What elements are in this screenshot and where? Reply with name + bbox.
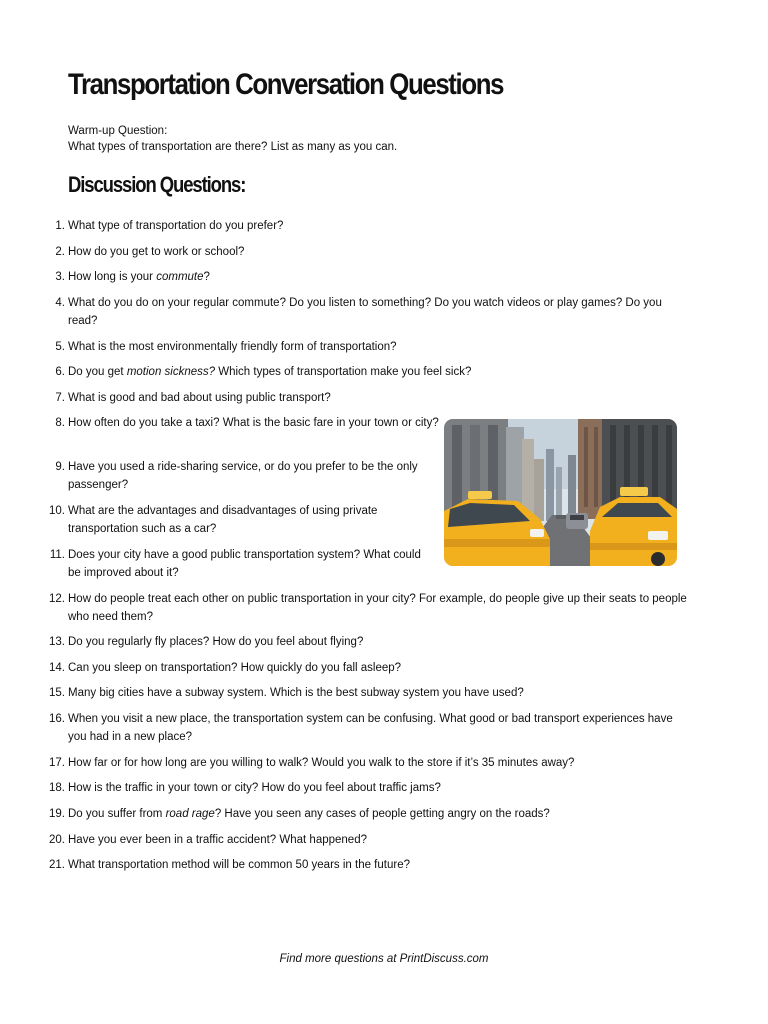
question-number: 5. (55, 341, 65, 353)
warmup-question: What types of transportation are there? List as many as you can. (68, 141, 398, 153)
question-text: Do you regularly fly places? How do you feel about flying? (68, 636, 364, 648)
question-number: 14. (49, 662, 65, 674)
question-text: Do you get motion sickness? Which types of transportation make you feel sick? (68, 366, 472, 378)
question-number: 10. (49, 505, 65, 517)
footer-text: Find more questions at PrintDiscuss.com (279, 953, 489, 965)
warmup-section (68, 123, 397, 155)
question-item (44, 805, 690, 823)
question-text: Does your city have a good public transportation system? What could be improved about it? (68, 549, 421, 579)
question-item (44, 590, 690, 626)
question-item (44, 389, 690, 407)
question-text: What transportation method will be common 50 years in the future? (68, 859, 410, 871)
question-item (44, 684, 690, 702)
question-item (44, 754, 690, 772)
question-number: 20. (49, 834, 65, 846)
taxi-street-image (444, 419, 677, 566)
question-text: Can you sleep on transportation? How quickly do you fall asleep? (68, 662, 402, 674)
question-number: 1. (55, 220, 65, 232)
question-number: 11. (49, 549, 65, 561)
question-text: What is the most environmentally friendly form of transportation? (68, 341, 397, 353)
question-text: How is the traffic in your town or city? How do you feel about traffic jams? (68, 782, 441, 794)
question-number: 21. (49, 859, 65, 871)
question-text: How do you get to work or school? (68, 246, 245, 258)
question-text: When you visit a new place, the transportation system can be confusing. What good or bad transport experiences have you had in a new place? (68, 713, 673, 743)
question-number: 4. (55, 297, 65, 309)
question-text: How long is your commute? (68, 271, 210, 283)
question-item (44, 831, 690, 849)
question-item (44, 294, 690, 330)
question-emphasis: motion sickness? (126, 366, 216, 378)
question-number: 16. (49, 713, 65, 725)
question-item (44, 546, 424, 582)
question-item (44, 502, 424, 538)
question-text: Have you ever been in a traffic accident? What happened? (68, 834, 367, 846)
question-text: Many big cities have a subway system. Which is the best subway system you have used? (68, 687, 524, 699)
discussion-heading: Discussion Questions: (68, 172, 246, 197)
question-emphasis: commute (156, 271, 204, 283)
question-text: What are the advantages and disadvantages of using private transportation such as a car? (68, 505, 378, 535)
question-emphasis: road rage (165, 808, 215, 820)
question-item (44, 633, 690, 651)
question-item (44, 710, 690, 746)
question-item (44, 338, 690, 356)
question-item (44, 779, 690, 797)
page-title: Transportation Conversation Questions (68, 68, 504, 101)
question-item (44, 659, 690, 677)
question-number: 3. (55, 271, 65, 283)
question-number: 19. (49, 808, 65, 820)
question-number: 8. (55, 417, 65, 429)
question-text: What type of transportation do you prefer? (68, 220, 284, 232)
question-item (44, 243, 690, 261)
question-number: 6. (55, 366, 65, 378)
question-number: 9. (55, 461, 65, 473)
question-item (44, 363, 690, 381)
question-item (44, 268, 690, 286)
question-text: What do you do on your regular commute? Do you listen to something? Do you watch videos or play games? Do you read? (68, 297, 662, 327)
question-number: 2. (55, 246, 65, 258)
question-text: What is good and bad about using public transport? (68, 392, 331, 404)
question-text: How do people treat each other on public transportation in your city? For example, do people give up their seats to people who need them? (68, 593, 687, 623)
question-number: 7. (55, 392, 65, 404)
warmup-label: Warm-up Question: (68, 125, 168, 137)
question-item (44, 414, 440, 432)
question-number: 18. (49, 782, 65, 794)
question-text: Have you used a ride-sharing service, or do you prefer to be the only passenger? (68, 461, 418, 491)
question-text: Do you suffer from road rage? Have you seen any cases of people getting angry on the roads? (68, 808, 550, 820)
question-number: 12. (49, 593, 65, 605)
question-text: How far or for how long are you willing to walk? Would you walk to the store if it’s 35 minutes away? (68, 757, 575, 769)
question-item (44, 217, 690, 235)
question-number: 15. (49, 687, 65, 699)
question-text: How often do you take a taxi? What is the basic fare in your town or city? (68, 417, 439, 429)
question-item (44, 458, 444, 494)
question-item (44, 856, 690, 874)
question-number: 17. (49, 757, 65, 769)
question-number: 13. (49, 636, 65, 648)
